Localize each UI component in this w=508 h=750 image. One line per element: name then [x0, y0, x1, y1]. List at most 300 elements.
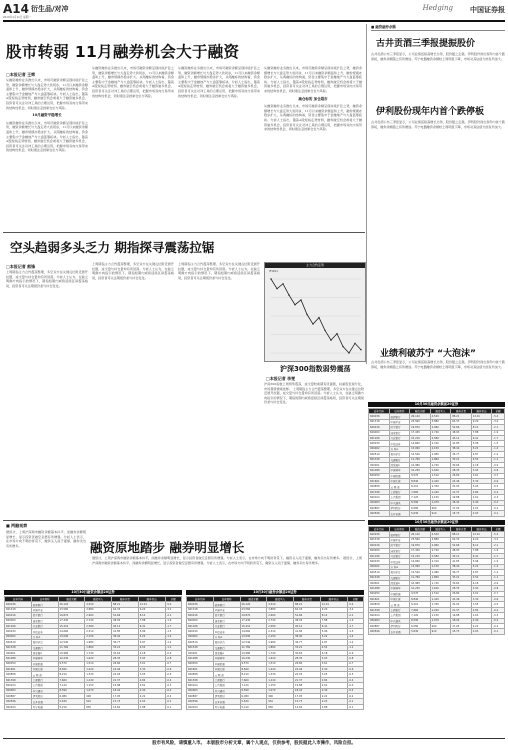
table-cell: 14,660 — [240, 629, 267, 634]
table-header-cell: 证券代码 — [369, 527, 390, 532]
table-cell: 600519 — [5, 640, 32, 645]
table-cell: 9,570 — [410, 473, 431, 478]
table-cell: 4,520 — [430, 532, 451, 537]
table-cell: 52.66 — [451, 543, 472, 548]
chart-point — [324, 330, 325, 331]
table-cell: 15.73 — [451, 511, 472, 516]
table-cell: -1.9 — [165, 618, 182, 623]
table-cell: 8.12 — [471, 425, 492, 430]
chart-legend: IF1011 — [269, 270, 278, 273]
table-cell: 中国太保 — [389, 597, 410, 602]
article2-byline: □本报记者 熊锋 — [6, 264, 36, 269]
table-cell: -0.6 — [492, 597, 505, 602]
table-cell: 601318 — [5, 607, 32, 612]
table-cell: -2.1 — [347, 613, 364, 618]
table-cell: -3.2 — [347, 607, 364, 612]
table-cell: 5.96 — [471, 441, 492, 446]
table-cell: 14.62 — [112, 704, 139, 709]
table-cell: 3,880 — [267, 607, 294, 612]
table-cell: -1.2 — [492, 452, 505, 457]
table-cell: 1,420 — [85, 667, 112, 672]
table-cell: -0.6 — [492, 479, 505, 484]
table-cell: -5.4 — [492, 414, 505, 419]
table-cell: 上汽集团 — [389, 613, 410, 618]
table-cell: 1,860 — [85, 645, 112, 650]
table-cell: 26,120 — [410, 532, 431, 537]
table-cell: 45.12 — [294, 623, 321, 628]
table-cell: 9,570 — [240, 661, 267, 666]
table-cell: 中信证券 — [31, 629, 58, 634]
table-cell: 64.33 — [294, 607, 321, 612]
table-cell: 52.66 — [451, 425, 472, 430]
table-cell: -1.7 — [165, 623, 182, 628]
table-cell: 910 — [430, 511, 451, 516]
table-cell: 3.30 — [320, 667, 347, 672]
chart-point — [294, 304, 295, 305]
table-cell: -0.7 — [492, 473, 505, 478]
table-cell: 1,740 — [430, 580, 451, 585]
table-cell: 4.52 — [138, 645, 165, 650]
table-cell: -1.1 — [492, 457, 505, 462]
table-cell: 910 — [430, 629, 451, 634]
table-cell: 1,330 — [85, 672, 112, 677]
table-cell: 2,960 — [430, 425, 451, 430]
table-cell: 33.21 — [294, 645, 321, 650]
table-cell: -3.2 — [492, 419, 505, 424]
table-cell: 3.93 — [471, 586, 492, 591]
table-cell: 000596 — [369, 629, 390, 634]
chart-note: 沪深300指数上周弱势震荡，成交量较前期有所萎缩，权重股表现分化，市场观望情绪浓厚。 上周期指主力合约震荡整理，多空双方在关键点位附近展开拉锯，成交量与持仓量均有所回落。分析人士认为，在缺乏明确方向指引的情况下，期指短期内或将延续区间震荡格局，投资者可关注期现价差与持仓变化。 — [264, 382, 364, 405]
table-cell: 601398 — [369, 607, 390, 612]
table-cell: 1,980 — [430, 570, 451, 575]
table-cell: -1.7 — [492, 553, 505, 558]
table-header-cell: 融券卖出 — [138, 597, 165, 602]
table-cell: 45.12 — [451, 553, 472, 558]
table-cell: 13,090 — [410, 446, 431, 451]
table-cell: 中国平安 — [213, 607, 240, 612]
table-cell: 12.01 — [320, 602, 347, 607]
table-cell: 24.46 — [451, 479, 472, 484]
table-cell: 910 — [267, 699, 294, 704]
table-cell: 10,230 — [410, 468, 431, 473]
table-cell: 601088 — [5, 656, 32, 661]
table-cell: 000063 — [187, 688, 214, 693]
table-cell: 2.03 — [138, 699, 165, 704]
table-cell: 1,740 — [267, 650, 294, 655]
masthead-rule — [3, 20, 505, 22]
table-cell: 15,210 — [240, 623, 267, 628]
chart-point — [354, 343, 355, 344]
table-cell: 19.88 — [294, 683, 321, 688]
chart-point — [348, 352, 349, 353]
table-cell: 1,420 — [267, 667, 294, 672]
table-cell: 4.87 — [138, 640, 165, 645]
table-cell: 交通银行 — [213, 645, 240, 650]
table-cell: -1.9 — [492, 430, 505, 435]
table-cell: -1.4 — [492, 564, 505, 569]
table-cell: 1,070 — [85, 688, 112, 693]
table-cell: -3.2 — [165, 607, 182, 612]
table-cell: -0.7 — [165, 661, 182, 666]
table-cell: -1.4 — [347, 634, 364, 639]
table-cell: 中国平安 — [389, 537, 410, 542]
table-cell: 中信证券 — [389, 441, 410, 446]
table-cell: 19,870 — [240, 613, 267, 618]
table-cell: 600000 — [187, 618, 214, 623]
table-cell: 000063 — [5, 688, 32, 693]
table-row — [187, 704, 364, 709]
table-cell: 24.46 — [294, 667, 321, 672]
table-cell: 600016 — [369, 543, 390, 548]
table-header-cell: 融资买入 — [430, 527, 451, 532]
table-cell: 6,590 — [240, 688, 267, 693]
table-cell: 招商银行 — [389, 414, 410, 419]
table-cell: 17.05 — [294, 694, 321, 699]
table-header-cell: 融券卖出 — [471, 527, 492, 532]
table-cell: 贵州茅台 — [389, 570, 410, 575]
table-cell: 600104 — [369, 495, 390, 500]
table-header-cell: 融资买入 — [267, 597, 294, 602]
table-cell: 30.64 — [451, 580, 472, 585]
table-cell: 3,880 — [430, 419, 451, 424]
table-cell: 600050 — [369, 591, 390, 596]
table-cell: 600030 — [5, 629, 32, 634]
chart-point — [360, 349, 361, 350]
table-header-cell: 融资余额 — [240, 597, 267, 602]
table-cell: -0.6 — [165, 667, 182, 672]
table-cell: 1,240 — [85, 677, 112, 682]
table-cell: -0.1 — [347, 704, 364, 709]
table-cell: 2.40 — [471, 618, 492, 623]
table-cell: 招商银行 — [31, 602, 58, 607]
table-cell: 4.87 — [471, 452, 492, 457]
table-cell: 4,520 — [267, 602, 294, 607]
table-cell: 7,660 — [410, 607, 431, 612]
bottom-table-b — [186, 596, 364, 710]
table-header-cell: 融资买入 — [430, 409, 451, 414]
article1-col3: 从融资融券业务推出以来，市场可融资余额呈现持续扩张之势，融资余额增长与大盘走势大致同步，11月以来融资余额温和上升，融券规模亦稳步扩大，从两融标的结构看，资金主要集中于金融地产与大盘蓝筹板块。分析人士指出，随着A股短线走势转弱，融券做空机会或将大于融资做多机会，投资者可关注对冲工具的合理运用，把握市场双向交易带来的结构性机会，同时须注意控制仓位与风险。 — [178, 66, 260, 98]
table-cell: 浦发银行 — [389, 430, 410, 435]
table-cell: 2,150 — [85, 634, 112, 639]
table-cell: 2,150 — [430, 564, 451, 569]
table-cell: -0.3 — [492, 613, 505, 618]
table-cell: 601088 — [369, 586, 390, 591]
table-cell: 5,210 — [240, 704, 267, 709]
table-cell: -0.9 — [492, 462, 505, 467]
table-cell: 6,590 — [410, 618, 431, 623]
table-cell: -0.7 — [492, 591, 505, 596]
table-cell: 910 — [85, 699, 112, 704]
table-row — [369, 511, 505, 516]
article2-col1: 上周期指主力合约震荡整理，多空双方在关键点位附近展开拉锯，成交量与持仓量均有所回落。分析人士认为，在缺乏明确方向指引的情况下，期指短期内或将延续区间震荡格局，投资者可关注期现价差与持仓变化。 — [6, 270, 88, 288]
table-cell: 21.37 — [294, 677, 321, 682]
table-cell: 24.46 — [112, 667, 139, 672]
table-cell: 601088 — [187, 656, 214, 661]
chart-point — [276, 288, 277, 289]
article1-subhead1: 10月融资平稳增长 — [32, 113, 62, 118]
table-cell: 2,150 — [430, 446, 451, 451]
table-cell: 中国太保 — [213, 667, 240, 672]
table-header-cell: 证券简称 — [389, 527, 410, 532]
table-cell: -0.8 — [492, 468, 505, 473]
table-cell: 8.12 — [320, 613, 347, 618]
table-cell: -0.5 — [492, 602, 505, 607]
chart-point — [318, 317, 319, 318]
table-cell: 600887 — [5, 694, 32, 699]
table-cell: -0.4 — [492, 607, 505, 612]
table-cell: 中国平安 — [31, 607, 58, 612]
table-cell: 38.40 — [294, 634, 321, 639]
table-cell: 990 — [267, 694, 294, 699]
table-cell: 1.88 — [138, 704, 165, 709]
table-cell: 601166 — [5, 623, 32, 628]
table-cell: 88.21 — [451, 532, 472, 537]
table-cell: 28.35 — [112, 656, 139, 661]
table-cell: -1.1 — [492, 575, 505, 580]
table-cell: -0.1 — [347, 699, 364, 704]
chart-caption-byline: □本报记者 李雯 — [266, 376, 296, 381]
table-cell: -5.4 — [347, 602, 364, 607]
table-cell: 000858 — [369, 602, 390, 607]
table-cell: 伊利股份 — [389, 624, 410, 629]
chart-box — [264, 262, 366, 362]
table-cell: 7,120 — [410, 495, 431, 500]
table-cell: 2,310 — [430, 559, 451, 564]
bottom-section-label: ■ 两融观察 — [6, 523, 28, 528]
table-cell: 2.84 — [471, 607, 492, 612]
table-cell: 古井贡酒 — [389, 629, 410, 634]
section-name: 衍生品/对冲 — [31, 5, 69, 13]
table-cell: 23,560 — [58, 607, 85, 612]
right-table2-title: 10月30日融券余额前20证券 — [368, 520, 505, 525]
table-cell: 1,620 — [430, 586, 451, 591]
article2-col3: 上周期指主力合约震荡整理，多空双方在关键点位附近展开拉锯，成交量与持仓量均有所回落。分析人士认为，在缺乏明确方向指引的情况下，期指短期内或将延续区间震荡格局，投资者可关注期现价差与持仓变化。 — [178, 262, 260, 280]
table-cell: 5,630 — [410, 629, 431, 634]
table-cell: 45.12 — [451, 435, 472, 440]
table-cell: 17,430 — [410, 430, 431, 435]
table-cell: 2.22 — [471, 506, 492, 511]
right-body-3: 古井贡酒公布三季报显示，公司业绩延续高增长态势，股价随之走强。伊利股份则出现年内首个跌停板，融券余额随之有所增加。苏宁电器融资余额较上周明显下降，市场对其估值分歧有所加大。 — [371, 360, 505, 369]
table-cell: 1,860 — [267, 645, 294, 650]
table-cell: 8,210 — [410, 602, 431, 607]
table-cell: 古井贡酒 — [389, 511, 410, 516]
table-cell: 15.73 — [294, 699, 321, 704]
table-cell: 7,120 — [410, 613, 431, 618]
table-cell: 601166 — [187, 623, 214, 628]
table-cell: 15,210 — [410, 435, 431, 440]
table-cell: 26,120 — [410, 414, 431, 419]
table-header-cell: 融资余额 — [58, 597, 85, 602]
table-cell: 1,510 — [267, 661, 294, 666]
table-cell: 000596 — [369, 511, 390, 516]
table-cell: 52.66 — [112, 613, 139, 618]
table-cell: 古井贡酒 — [31, 699, 58, 704]
table-cell: 2,740 — [430, 548, 451, 553]
table-cell: 000001 — [5, 650, 32, 655]
table-cell: 88.21 — [112, 602, 139, 607]
table-cell: 990 — [85, 694, 112, 699]
table-cell: 10,230 — [410, 586, 431, 591]
table-cell: 1,420 — [430, 479, 451, 484]
table-cell: 48.93 — [112, 618, 139, 623]
table-cell: -5.4 — [165, 602, 182, 607]
table-cell: 12.01 — [138, 602, 165, 607]
table-cell: 28.35 — [451, 586, 472, 591]
table-cell: 601398 — [369, 489, 390, 494]
table-cell: 600036 — [5, 602, 32, 607]
table-cell: 7.88 — [320, 618, 347, 623]
table-cell: 10,230 — [240, 656, 267, 661]
table-cell: 13,090 — [410, 564, 431, 569]
table-cell: 41.85 — [451, 441, 472, 446]
table-cell: 24.46 — [451, 597, 472, 602]
table-cell: 10,980 — [410, 462, 431, 467]
table-header-cell: 融券余量 — [112, 597, 139, 602]
table-cell: -1.5 — [165, 629, 182, 634]
table-cell: 33.21 — [451, 457, 472, 462]
table-header-cell: 融券余量 — [294, 597, 321, 602]
chart-point — [312, 323, 313, 324]
table-cell: 6.41 — [138, 623, 165, 628]
table-cell: 2,960 — [85, 613, 112, 618]
table-cell: 8.12 — [138, 613, 165, 618]
table-cell: 9,570 — [410, 591, 431, 596]
table-header-cell: 证券简称 — [213, 597, 240, 602]
table-cell: -0.1 — [165, 704, 182, 709]
table-cell: 14,660 — [58, 629, 85, 634]
bottom-col2: 据统计，上周沪深两市融资余额基本持平，而融券余额明显增长，显示投资者做空意愿有所增强。分析人士表示，在市场方向不明的背景下，融资买入趋于谨慎，融券卖出有所增多。 据统计，上周沪深两市融资余额基本持平，而融券余额明显增长，显示投资者做空意愿有所增强。分析人士表示，在市场方向不明的背景下，融资买入趋于谨慎，融券卖出有所增多。 — [92, 556, 362, 565]
right-body-2: 古井贡酒公布三季报显示，公司业绩延续高增长态势，股价随之走强。伊利股份则出现年内首个跌停板，融券余额随之有所增加。苏宁电器融资余额较上周明显下降，市场对其估值分歧有所加大。 — [371, 120, 505, 129]
table-cell: 8,210 — [58, 672, 85, 677]
table-cell: 600104 — [5, 683, 32, 688]
table-cell: 9.20 — [138, 607, 165, 612]
table-cell: 15,210 — [58, 623, 85, 628]
table-cell: 26.80 — [294, 661, 321, 666]
table-cell: -3.2 — [492, 537, 505, 542]
table-cell: 2,580 — [430, 435, 451, 440]
table-cell: -1.9 — [347, 618, 364, 623]
table-cell: 48.93 — [451, 548, 472, 553]
table-cell: 兴业银行 — [389, 435, 410, 440]
table-cell: 工商银行 — [31, 677, 58, 682]
table-cell: 33.21 — [451, 575, 472, 580]
table-cell: 601318 — [369, 419, 390, 424]
table-cell: -0.2 — [492, 500, 505, 505]
table-cell: 601328 — [5, 645, 32, 650]
table-cell: 5.96 — [471, 559, 492, 564]
table-cell: 2.40 — [471, 500, 492, 505]
date-line: 2010年1月11日 星期一 — [3, 16, 31, 19]
table-cell: 5.22 — [320, 634, 347, 639]
table-cell: 22.93 — [112, 672, 139, 677]
table-cell: 5.96 — [320, 629, 347, 634]
table-cell: 41.85 — [451, 559, 472, 564]
table-cell: 1,150 — [430, 613, 451, 618]
table-cell: 9.20 — [471, 537, 492, 542]
table-cell: 2,740 — [430, 430, 451, 435]
table-cell: 工商银行 — [213, 677, 240, 682]
chart-point — [288, 294, 289, 295]
table-cell: 2.61 — [471, 495, 492, 500]
table-cell: 万 科A — [213, 634, 240, 639]
chart-point — [300, 299, 301, 300]
table-header-cell: 证券简称 — [389, 409, 410, 414]
table-cell: 民生银行 — [213, 613, 240, 618]
table-cell: 1,510 — [85, 661, 112, 666]
table-cell: 600519 — [369, 452, 390, 457]
table-cell: 601328 — [369, 457, 390, 462]
table-cell: 6.41 — [471, 435, 492, 440]
table-cell: 18.42 — [451, 500, 472, 505]
right-title-2: 伊利股份现年内首个跌停板 — [376, 107, 485, 117]
table-cell: 33.21 — [112, 645, 139, 650]
table-cell: 浦发银行 — [31, 618, 58, 623]
table-cell: 41.85 — [112, 629, 139, 634]
table-cell: 000063 — [369, 618, 390, 623]
table-cell: 5.96 — [138, 629, 165, 634]
table-cell: 2.61 — [471, 613, 492, 618]
table-cell: 000858 — [187, 672, 214, 677]
table-cell: 9.20 — [320, 607, 347, 612]
table-cell: 19.88 — [451, 613, 472, 618]
table-cell: 8,840 — [58, 667, 85, 672]
table-cell: 17.05 — [451, 506, 472, 511]
page-number: A14 — [3, 2, 29, 16]
table-cell: 14.62 — [294, 704, 321, 709]
table-cell: 5,630 — [58, 699, 85, 704]
table-cell: -1.2 — [347, 640, 364, 645]
table-cell: 五 粮 液 — [389, 602, 410, 607]
table-cell: -0.6 — [347, 667, 364, 672]
table-cell: -0.9 — [347, 650, 364, 655]
table-cell: 五 粮 液 — [389, 484, 410, 489]
table-cell: 5.22 — [138, 634, 165, 639]
table-cell: 600016 — [369, 425, 390, 430]
table-cell: 4.87 — [471, 570, 492, 575]
table-cell: 2,740 — [267, 618, 294, 623]
table-cell: 1,740 — [85, 650, 112, 655]
table-cell: 中国太保 — [389, 479, 410, 484]
table-cell: 2.22 — [320, 694, 347, 699]
bottom-table-a — [4, 596, 182, 710]
table-cell: 26.80 — [451, 473, 472, 478]
table-cell: -0.8 — [492, 586, 505, 591]
table-cell: 4.52 — [320, 645, 347, 650]
table-cell: 000002 — [369, 446, 390, 451]
table-cell: 4.18 — [138, 650, 165, 655]
table-cell: 1,070 — [430, 618, 451, 623]
table-cell: 10,230 — [58, 656, 85, 661]
table-cell: -0.3 — [165, 683, 182, 688]
table-cell: 601601 — [369, 597, 390, 602]
right-table-1 — [368, 408, 505, 517]
table-cell: 000858 — [5, 672, 32, 677]
table-header-cell: 证券代码 — [5, 597, 32, 602]
table-cell: 上汽集团 — [389, 495, 410, 500]
table-cell: 4.18 — [471, 580, 492, 585]
table-cell: 21.37 — [112, 677, 139, 682]
table-cell: -1.1 — [347, 645, 364, 650]
table-cell: 中兴通讯 — [389, 500, 410, 505]
table-cell: 2,580 — [85, 623, 112, 628]
table-cell: 36.77 — [294, 640, 321, 645]
table-cell: 28.35 — [451, 468, 472, 473]
table-cell: 1,510 — [430, 473, 451, 478]
table-cell: 600887 — [369, 506, 390, 511]
table-cell: 1.88 — [320, 704, 347, 709]
table-cell: 中兴通讯 — [31, 688, 58, 693]
table-cell: 2.40 — [320, 688, 347, 693]
